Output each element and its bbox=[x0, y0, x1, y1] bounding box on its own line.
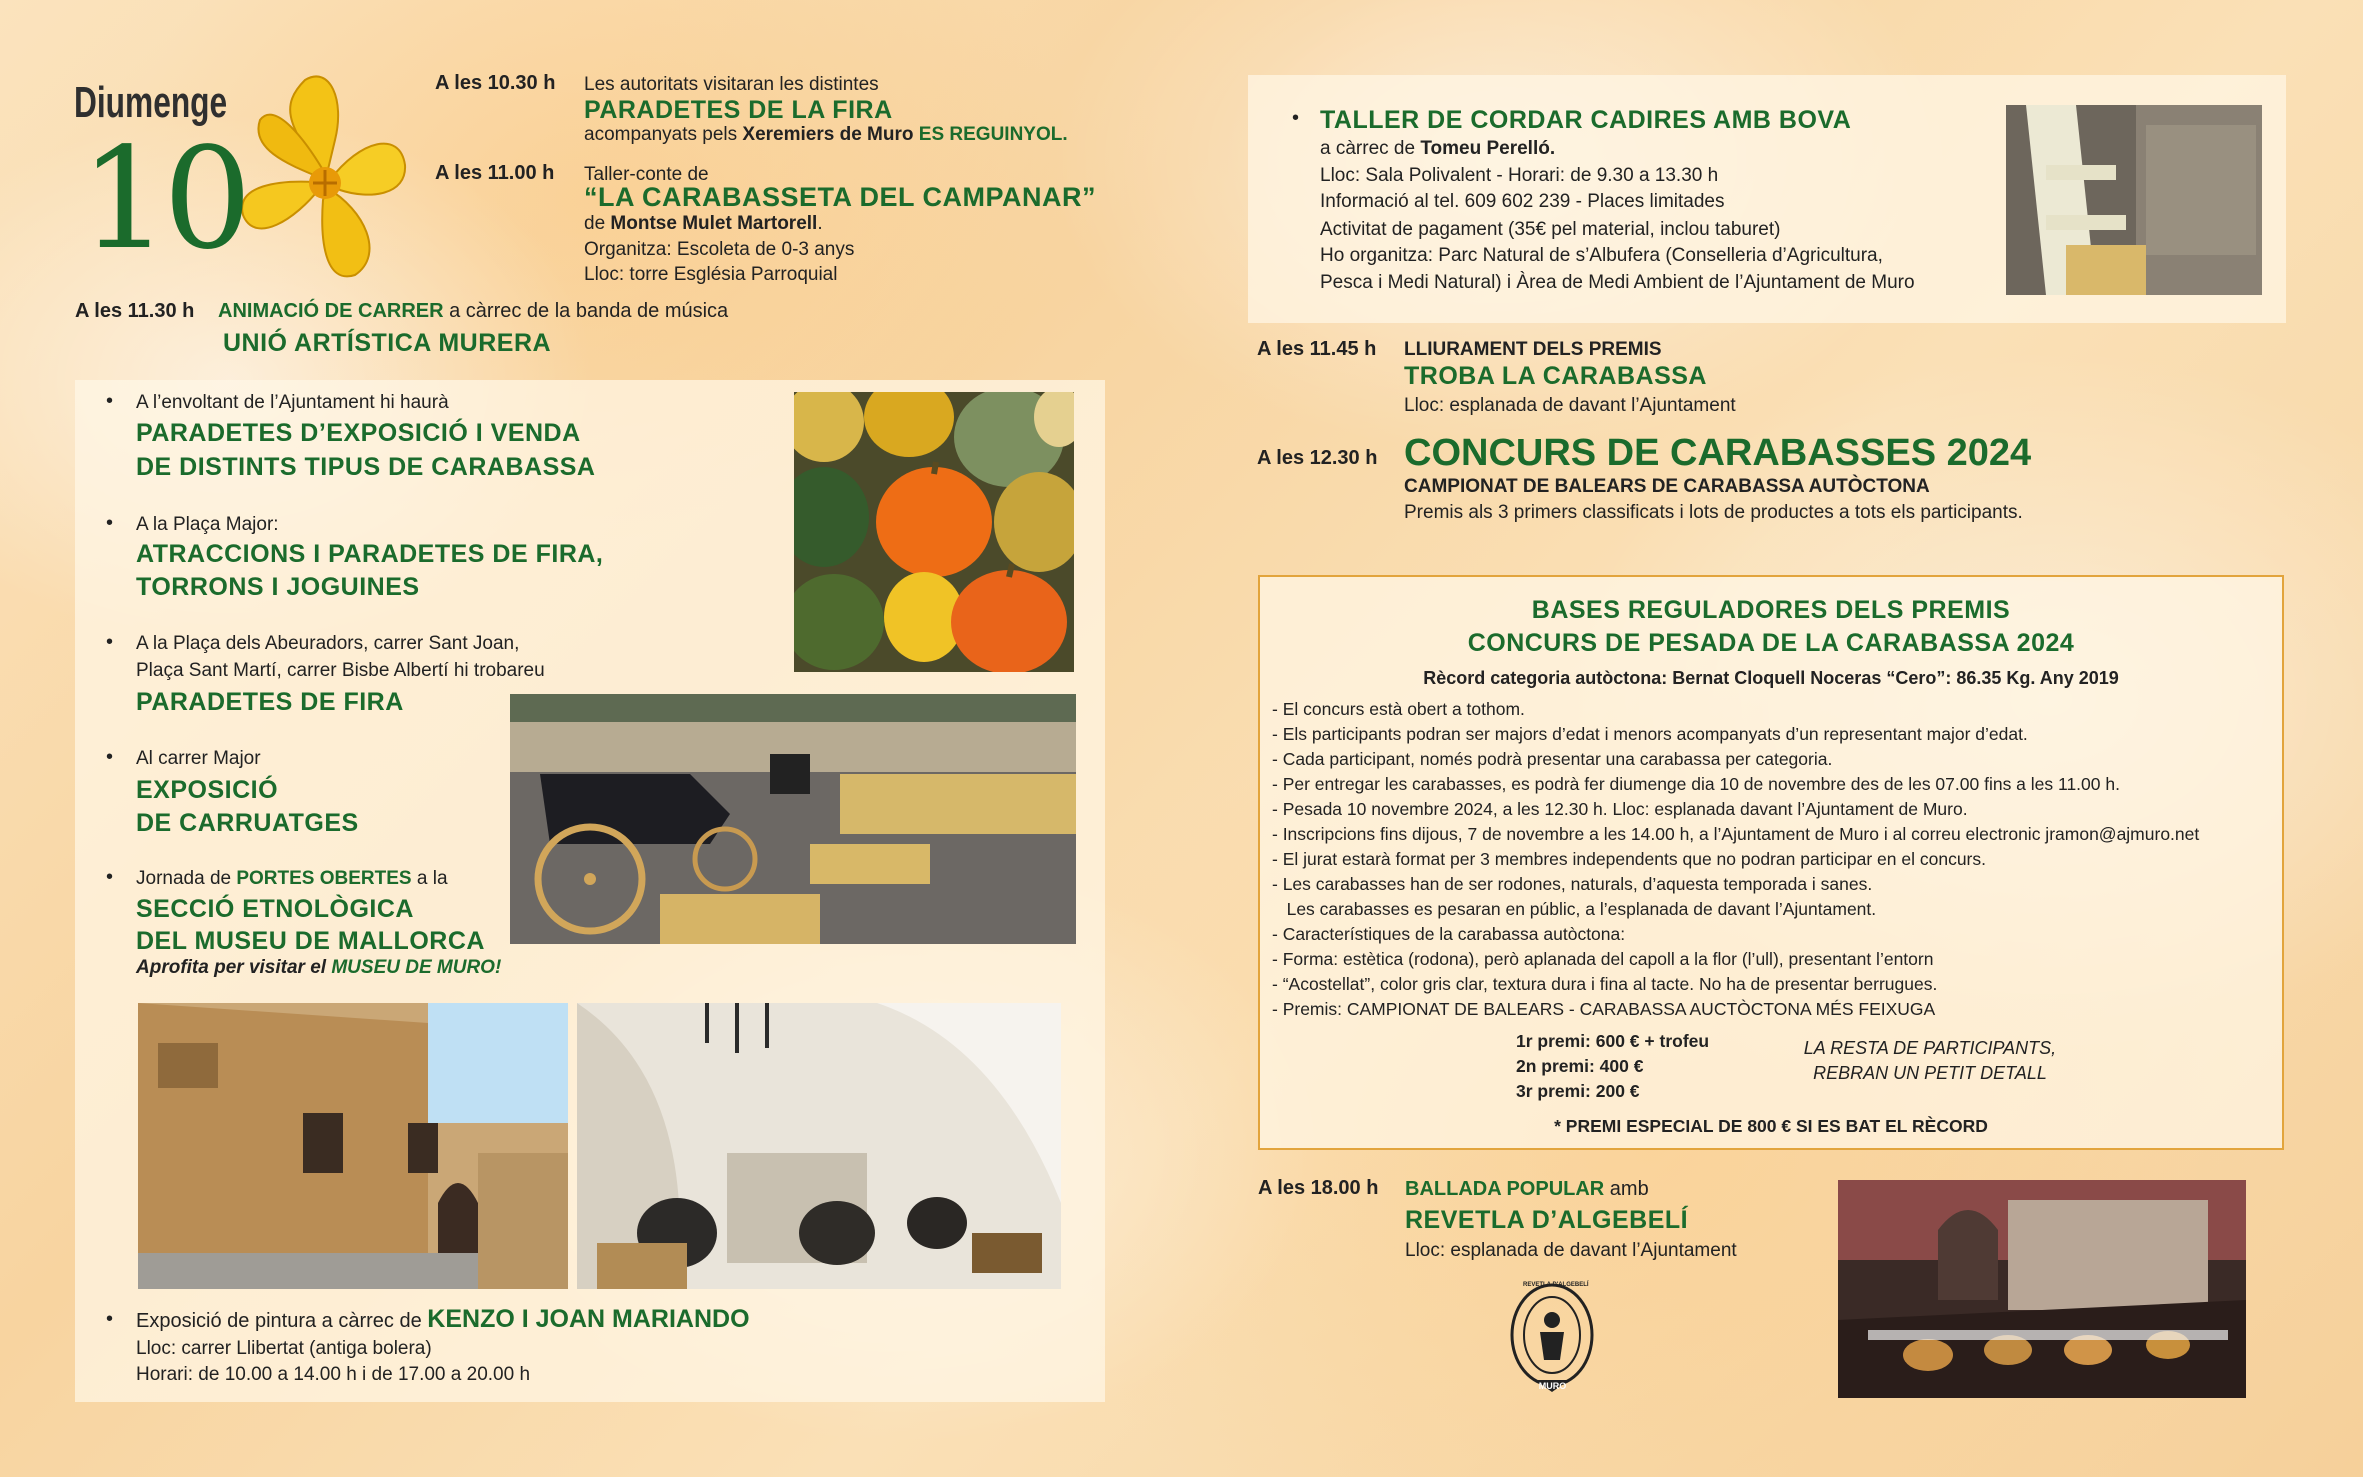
bullet: • bbox=[106, 631, 114, 653]
item5-title-1: SECCIÓ ETNOLÒGICA bbox=[136, 895, 414, 923]
item4-title-1: EXPOSICIÓ bbox=[136, 776, 279, 804]
rule: - Per entregar les carabasses, es podrà fer diumenge dia 10 de novembre des de les 07.00 fins a les 11.00 h. bbox=[1272, 774, 2120, 794]
item1-intro: A l’envoltant de l’Ajuntament hi haurà bbox=[136, 392, 449, 413]
rule: - Forma: estètica (rodona), però aplanada del capoll a la flor (l’ull), presentant l’entorn bbox=[1272, 949, 1934, 969]
prize-3: 3r premi: 200 € bbox=[1516, 1081, 1640, 1101]
bullet: • bbox=[1292, 107, 1300, 129]
workshop-line-4: Ho organitza: Parc Natural de s’Albufera (Conselleria d’Agricultura, bbox=[1320, 245, 1883, 266]
rule: - Cada participant, només podrà presentar una carabassa per categoria. bbox=[1272, 749, 1833, 769]
rest-line-1: LA RESTA DE PARTICIPANTS, bbox=[1803, 1038, 2057, 1058]
prizes-title: TROBA LA CARABASSA bbox=[1404, 362, 1707, 390]
rest-participants bbox=[1780, 1036, 2080, 1086]
bases-title-1: BASES REGULADORES DELS PREMIS bbox=[1531, 596, 2011, 624]
workshop-by-name: Tomeu Perelló. bbox=[1420, 138, 1556, 159]
dance-line bbox=[1405, 1176, 1649, 1202]
event-1100-intro: Taller-conte de bbox=[584, 164, 709, 185]
event-1130-rest: a càrrec de la banda de música bbox=[443, 300, 729, 322]
event-1030-with-text: acompanyats pels bbox=[584, 124, 743, 145]
item1-title-2: DE DISTINTS TIPUS DE CARABASSA bbox=[136, 453, 596, 481]
band-photo bbox=[1838, 1180, 2246, 1398]
item5-note-a: Aprofita per visitar el bbox=[136, 957, 332, 978]
item2-title-2: TORRONS I JOGUINES bbox=[136, 573, 420, 601]
exhibition-intro: Exposició de pintura a càrrec de bbox=[136, 1310, 428, 1332]
contest-subtitle: CAMPIONAT DE BALEARS DE CARABASSA AUTÒCTONA bbox=[1404, 476, 1930, 497]
item3-intro-1: A la Plaça dels Abeuradors, carrer Sant Joan, bbox=[136, 633, 520, 654]
item1-title-1: PARADETES D’EXPOSICIÓ I VENDA bbox=[136, 419, 581, 447]
prizes-label: LLIURAMENT DELS PREMIS bbox=[1404, 339, 1662, 360]
dance-with: amb bbox=[1604, 1178, 1649, 1200]
dance-group: REVETLA D’ALGEBELÍ bbox=[1405, 1206, 1689, 1234]
bullet: • bbox=[106, 1308, 114, 1330]
event-1030-group: ES REGUINYOL. bbox=[918, 124, 1068, 145]
item4-title-2: DE CARRUATGES bbox=[136, 809, 359, 837]
carriage-photo bbox=[510, 694, 1076, 944]
event-time-1230: A les 12.30 h bbox=[1257, 447, 1378, 469]
item2-intro: A la Plaça Major: bbox=[136, 514, 279, 535]
item5-title-2: DEL MUSEU DE MALLORCA bbox=[136, 927, 485, 955]
logo-top-text: REVETLA D'ALGEBELÍ bbox=[1523, 1282, 1589, 1288]
prize-2: 2n premi: 400 € bbox=[1516, 1056, 1644, 1076]
rule: - Pesada 10 novembre 2024, a les 12.30 h. Lloc: esplanada davant l’Ajuntament de Muro. bbox=[1272, 799, 1968, 819]
revetla-logo bbox=[1505, 1280, 1600, 1395]
event-1130-title: ANIMACIÓ DE CARRER bbox=[218, 300, 444, 322]
item3-title: PARADETES DE FIRA bbox=[136, 688, 404, 716]
item5-intro-c: a la bbox=[411, 868, 448, 889]
prize-1: 1r premi: 600 € + trofeu bbox=[1516, 1031, 1710, 1051]
exhibition-line bbox=[136, 1306, 750, 1334]
workshop-title: TALLER DE CORDAR CADIRES AMB BOVA bbox=[1320, 106, 1852, 134]
event-1100-org: Organitza: Escoleta de 0-3 anys bbox=[584, 239, 855, 260]
workshop-by bbox=[1320, 136, 1555, 161]
prize-list bbox=[1516, 1029, 1709, 1104]
rest-line-2: REBRAN UN PETIT DETALL bbox=[1813, 1063, 2047, 1083]
day-name: Diumenge bbox=[74, 78, 228, 127]
kitchen-photo bbox=[577, 1003, 1061, 1289]
event-time-1130: A les 11.30 h bbox=[75, 300, 195, 322]
event-1100-title: “LA CARABASSETA DEL CAMPANAR” bbox=[584, 182, 1096, 212]
item5-note bbox=[136, 955, 501, 980]
rule: - “Acostellat”, color gris clar, textura dura i fina al tacte. No ha de presentar berrugues. bbox=[1272, 974, 1938, 994]
event-1100-author-name: Montse Mulet Martorell bbox=[610, 213, 818, 234]
bullet: • bbox=[106, 390, 114, 412]
event-1100-place: Lloc: torre Església Parroquial bbox=[584, 264, 838, 285]
event-time-1030: A les 10.30 h bbox=[435, 72, 556, 94]
contest-text: Premis als 3 primers classificats i lots de productes a tots els participants. bbox=[1404, 502, 2023, 523]
logo-bottom-text: MURO bbox=[1538, 1381, 1567, 1391]
squash-flower-icon bbox=[235, 70, 410, 285]
item5-intro-a: Jornada de bbox=[136, 868, 237, 889]
item4-intro: Al carrer Major bbox=[136, 748, 261, 769]
bullet: • bbox=[106, 746, 114, 768]
event-time-1800: A les 18.00 h bbox=[1258, 1177, 1379, 1199]
pumpkins-photo bbox=[794, 392, 1074, 672]
special-prize: * PREMI ESPECIAL DE 800 € SI ES BAT EL RÈCORD bbox=[1554, 1116, 1988, 1136]
workshop-line-1: Lloc: Sala Polivalent - Horari: de 9.30 a 13.30 h bbox=[1320, 165, 1719, 186]
item5-intro-b: PORTES OBERTES bbox=[236, 868, 412, 889]
event-1030-with bbox=[584, 122, 1068, 147]
rule: - El jurat estarà format per 3 membres independents que no podran participar en el concurs. bbox=[1272, 849, 1986, 869]
exhibition-hours: Horari: de 10.00 a 14.00 h i de 17.00 a 20.00 h bbox=[136, 1364, 531, 1385]
bullet: • bbox=[106, 866, 114, 888]
item5-intro bbox=[136, 866, 448, 891]
workshop-line-3: Activitat de pagament (35€ pel material, inclou taburet) bbox=[1320, 219, 1781, 240]
event-1130-line bbox=[218, 298, 728, 324]
workshop-line-5: Pesca i Medi Natural) i Àrea de Medi Ambient de l’Ajuntament de Muro bbox=[1320, 272, 1915, 293]
event-1100-author bbox=[584, 211, 823, 236]
rule: - Els participants podran ser majors d’edat i menors acompanyats d’un representant major d’edat. bbox=[1272, 724, 2028, 744]
event-time-1100: A les 11.00 h bbox=[435, 162, 555, 184]
exhibition-place: Lloc: carrer Llibertat (antiga bolera) bbox=[136, 1338, 432, 1359]
rule: - Inscripcions fins dijous, 7 de novembre a les 14.00 h, a l’Ajuntament de Muro i al correu electronic jramon@ajmuro.net bbox=[1272, 824, 2200, 844]
event-time-1145: A les 11.45 h bbox=[1257, 338, 1377, 360]
rule: - Premis: CAMPIONAT DE BALEARS - CARABASSA AUCTÒCTONA MÉS FEIXUGA bbox=[1272, 999, 1936, 1019]
rule: - Característiques de la carabassa autòctona: bbox=[1272, 924, 1626, 944]
chair-photo bbox=[2006, 105, 2262, 295]
item2-title-1: ATRACCIONS I PARADETES DE FIRA, bbox=[136, 540, 604, 568]
exhibition-artists: KENZO I JOAN MARIANDO bbox=[427, 1305, 750, 1333]
event-1030-title: PARADETES DE LA FIRA bbox=[584, 96, 893, 124]
day-number: 10 bbox=[80, 118, 247, 281]
contest-title: CONCURS DE CARABASSES 2024 bbox=[1404, 432, 2032, 474]
event-1100-author-suffix: . bbox=[817, 213, 823, 234]
museum-facade-photo bbox=[138, 1003, 568, 1289]
rule: - El concurs està obert a tothom. bbox=[1272, 699, 1525, 719]
dance-place: Lloc: esplanada de davant l’Ajuntament bbox=[1405, 1240, 1737, 1261]
item3-intro-2: Plaça Sant Martí, carrer Bisbe Albertí hi trobareu bbox=[136, 660, 545, 681]
item5-note-b: MUSEU DE MURO! bbox=[331, 957, 502, 978]
event-1030-band: Xeremiers de Muro bbox=[742, 124, 914, 145]
workshop-line-2: Informació al tel. 609 602 239 - Places limitades bbox=[1320, 191, 1725, 212]
dance-title: BALLADA POPULAR bbox=[1405, 1178, 1605, 1200]
event-1030-intro: Les autoritats visitaran les distintes bbox=[584, 74, 879, 95]
bases-title-2: CONCURS DE PESADA DE LA CARABASSA 2024 bbox=[1467, 629, 2075, 657]
event-1100-author-prefix: de bbox=[584, 213, 611, 234]
bullet: • bbox=[106, 512, 114, 534]
bases-rules bbox=[1272, 697, 2199, 1022]
prizes-place: Lloc: esplanada de davant l’Ajuntament bbox=[1404, 395, 1736, 416]
bases-record: Rècord categoria autòctona: Bernat Cloquell Noceras “Cero”: 86.35 Kg. Any 2019 bbox=[1423, 668, 2119, 688]
rule: - Les carabasses han de ser rodones, naturals, d’aquesta temporada i sanes. bbox=[1272, 874, 1873, 894]
rule: Les carabasses es pesaran en públic, a l’esplanada de davant l’Ajuntament. bbox=[1272, 899, 1877, 919]
workshop-by-prefix: a càrrec de bbox=[1320, 138, 1421, 159]
event-1130-band: UNIÓ ARTÍSTICA MURERA bbox=[223, 329, 552, 357]
